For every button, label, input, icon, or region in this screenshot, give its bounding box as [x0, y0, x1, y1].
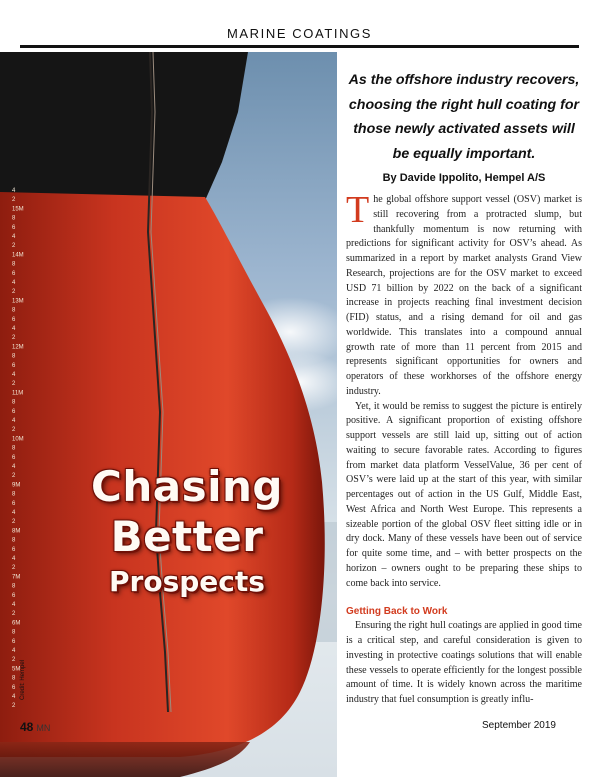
draft-mark: 6	[12, 546, 16, 553]
draft-mark: 8M	[12, 528, 21, 535]
draft-mark: 2	[12, 565, 16, 572]
draft-mark: 7M	[12, 574, 21, 581]
draft-mark: 4	[12, 234, 16, 240]
hull-black-band	[0, 52, 248, 212]
draft-mark: 4	[12, 280, 16, 286]
ship-hull-illustration	[0, 52, 337, 777]
headline-line-2: Better	[110, 512, 264, 561]
photo-credit: Credit: Hempel	[20, 659, 26, 700]
draft-mark: 6	[12, 362, 16, 369]
draft-mark: 4	[12, 418, 16, 424]
draft-mark: 2	[12, 197, 16, 204]
draft-mark: 2	[12, 243, 16, 250]
draft-mark: 8	[12, 445, 16, 452]
section-header	[0, 0, 599, 46]
draft-mark: 4	[12, 648, 16, 654]
draft-mark: 2	[12, 611, 16, 618]
folio	[20, 720, 50, 734]
paragraph-1	[346, 189, 582, 400]
draft-mark: 2	[12, 519, 16, 526]
draft-mark: 14M	[12, 252, 24, 259]
draft-mark: 4	[12, 372, 16, 378]
paragraph-1-text: he global offshore support vessel (OSV) market is still recovering from a protracted slump, but thankfully momentum is now returning with predictions for significant activity for OSV’s ahead. As summarized in a report by market analysts Grand View Research, projections are for the OSV market to exceed USD 71 billion by 2022 on the back of a significant increase in projects reaching final investment decision (FID) status, and a rising demand for oil and gas worldwide. This translates into a compound annual growth rate of more than 11 percent from 2015 and represents significant opportunities for owners and operators of these workhorses of the offshore energy industry.	[346, 194, 582, 397]
draft-mark: 6	[12, 316, 16, 323]
draft-mark: 6	[12, 270, 16, 277]
issue-date: September 2019	[482, 720, 556, 731]
byline: By Davide Ippolito, Hempel A/S	[382, 172, 546, 184]
draft-mark: 2	[12, 427, 16, 434]
draft-mark: 2	[12, 703, 16, 710]
drop-cap: T	[346, 189, 370, 231]
publication-name: MN	[36, 723, 51, 733]
draft-mark: 4	[12, 188, 16, 194]
draft-mark: 11M	[12, 390, 24, 397]
hero-photo	[0, 52, 337, 777]
headline-line-3: Prospects	[109, 565, 265, 598]
deck-summary: As the offshore industry recovers, choosing the right hull coating for those newly activated assets will be equally important.	[348, 72, 580, 162]
draft-mark: 6	[12, 638, 16, 645]
draft-mark: 2	[12, 657, 16, 664]
draft-mark: 2	[12, 381, 16, 388]
draft-mark: 8	[12, 491, 16, 498]
headline	[72, 462, 302, 602]
draft-mark: 13M	[12, 298, 24, 305]
draft-mark: 4	[12, 602, 16, 608]
paragraph-3: Ensuring the right hull coatings are applied in good time is a critical step, and careful consideration is given to investing in protective coatings solutions that will enable these vessels to operate efficiently for the longest possible amount of time. It is widely known across the maritime industry that fuel consumption is greatly influ-	[346, 620, 582, 705]
draft-mark: 9M	[12, 482, 21, 489]
subhead: Getting Back to Work	[346, 606, 448, 618]
draft-mark: 6	[12, 592, 16, 599]
draft-mark: 8	[12, 537, 16, 544]
draft-mark: 2	[12, 335, 16, 342]
draft-mark: 4	[12, 556, 16, 562]
draft-mark: 4	[12, 326, 16, 332]
section-label: MARINE COATINGS	[226, 26, 373, 41]
draft-mark: 6	[12, 408, 16, 415]
draft-mark: 4	[12, 694, 16, 700]
draft-mark: 2	[12, 473, 16, 480]
draft-mark: 6M	[12, 620, 21, 627]
headline-line-1: Chasing	[91, 462, 283, 511]
draft-mark: 5M	[12, 666, 21, 673]
draft-mark: 4	[12, 464, 16, 470]
article-body	[346, 189, 582, 708]
draft-mark: 8	[12, 307, 16, 314]
draft-mark: 4	[12, 510, 16, 516]
draft-mark: 8	[12, 675, 16, 682]
draft-mark: 6	[12, 224, 16, 231]
draft-mark: 8	[12, 629, 16, 636]
draft-mark: 6	[12, 454, 16, 461]
draft-mark: 8	[12, 215, 16, 222]
draft-mark: 6	[12, 500, 16, 507]
draft-mark: 6	[12, 684, 16, 691]
draft-mark: 12M	[12, 344, 24, 351]
page-number: 48	[20, 720, 34, 734]
draft-mark: 2	[12, 289, 16, 296]
draft-mark: 8	[12, 399, 16, 406]
paragraph-2: Yet, it would be remiss to suggest the picture is entirely positive. A significant proportion of existing offshore support vessels are still laid up, sitting out of action waiting to secure favorable rates. According to figures from market data platform VesselValue, 36 per cent of OSV’s were laid up at the start of this year, with similar percentages out of action in the US Gulf, Middle East, West Africa and North West Europe. This represents a sizeable portion of the global OSV fleet sitting idle or in dry dock. Many of these vessels have been out of service for quite some time, and – with better prospects on the horizon – owners ought to be preparing these ships to come back into service.	[346, 400, 582, 589]
draft-mark: 10M	[12, 436, 24, 443]
draft-mark: 8	[12, 583, 16, 590]
header-rule	[20, 45, 579, 48]
draft-mark: 8	[12, 353, 16, 360]
draft-mark: 15M	[12, 206, 24, 213]
draft-mark: 8	[12, 261, 16, 268]
